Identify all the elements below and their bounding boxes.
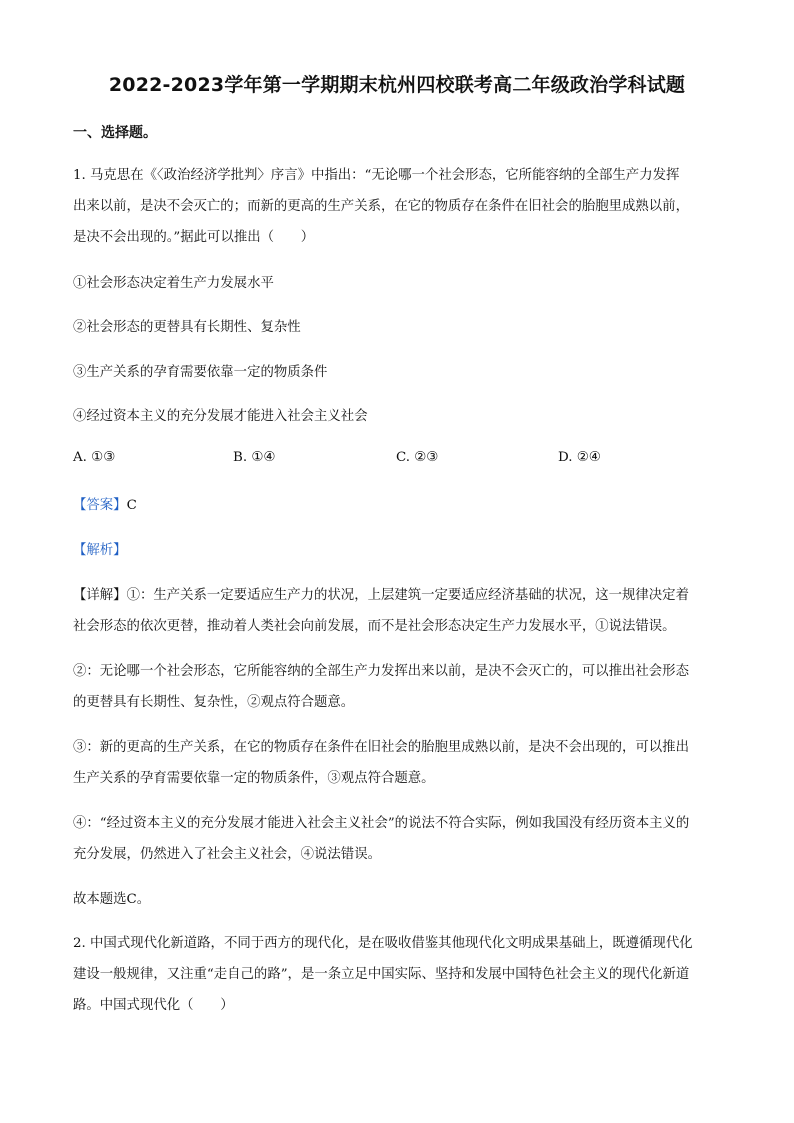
section-heading: 一、选择题。 xyxy=(73,125,157,141)
option-c: C. ②③ xyxy=(396,450,439,465)
question-2-stem-line: 建设一般规律，又注重“走自己的路”，是一条立足中国实际、坚持和发展中国特色社会主义的现代化新道 xyxy=(73,967,690,982)
statement-2: ②社会形态的更替具有长期性、复杂性 xyxy=(73,320,301,335)
question-1-stem-line: 出来以前，是决不会灭亡的；而新的更高的生产关系，在它的物质存在条件在旧社会的胎胞里成熟以前， xyxy=(73,199,689,214)
answer-value: C xyxy=(126,498,137,513)
question-1-stem-line: 1. 马克思在《〈政治经济学批判〉序言》中指出：“无论哪一个社会形态，它所能容纳的全部生产力发挥 xyxy=(73,168,680,183)
detail-paragraph-3 xyxy=(73,732,723,794)
option-a: A. ①③ xyxy=(73,450,116,465)
question-1-stem-line: 是决不会出现的。”据此可以推出（ ） xyxy=(73,230,315,245)
question-2-stem-line: 2. 中国式现代化新道路，不同于西方的现代化，是在吸收借鉴其他现代化文明成果基础上，既遵循现代化 xyxy=(73,936,693,951)
detail-line: 充分发展，仍然进入了社会主义社会，④说法错误。 xyxy=(73,847,381,862)
option-d: D. ②④ xyxy=(558,450,601,465)
analysis-tag: 【解析】 xyxy=(73,543,127,558)
question-1-stem xyxy=(73,160,723,253)
detail-line: 生产关系的孕育需要依靠一定的物质条件，③观点符合题意。 xyxy=(73,771,435,786)
answer-tag: 【答案】 xyxy=(73,498,127,513)
detail-line: ②：无论哪一个社会形态，它所能容纳的全部生产力发挥出来以前，是决不会灭亡的，可以推出社会形态 xyxy=(73,664,689,679)
exam-title: 2022-2023学年第一学期期末杭州四校联考高二年级政治学科试题 xyxy=(108,74,686,96)
question-2-stem-line: 路。中国式现代化（ ） xyxy=(73,998,234,1013)
detail-line: 的更替具有长期性、复杂性，②观点符合题意。 xyxy=(73,695,355,710)
analysis-line xyxy=(73,535,723,566)
detail-line: 社会形态的依次更替，推动着人类社会向前发展，而不是社会形态决定生产力发展水平，①说法错误。 xyxy=(73,619,676,634)
conclusion: 故本题选C。 xyxy=(73,892,151,907)
detail-text: ①：生产关系一定要适应生产力的状况，上层建筑一定要适应经济基础的状况，这一规律决定着 xyxy=(126,588,689,603)
detail-line: ③：新的更高的生产关系，在它的物质存在条件在旧社会的胎胞里成熟以前，是决不会出现的，可以推出 xyxy=(73,740,689,755)
detail-line xyxy=(73,580,723,611)
statement-4: ④经过资本主义的充分发展才能进入社会主义社会 xyxy=(73,409,368,424)
detail-paragraph-1 xyxy=(73,580,723,642)
question-2-stem xyxy=(73,928,723,1021)
detail-line: ④：“经过资本主义的充分发展才能进入社会主义社会”的说法不符合实际，例如我国没有经历资本主义的 xyxy=(73,816,690,831)
option-b: B. ①④ xyxy=(233,450,276,465)
answer-line xyxy=(73,490,723,521)
detail-tag: 【详解】 xyxy=(73,588,127,603)
detail-paragraph-2 xyxy=(73,656,723,718)
detail-paragraph-4 xyxy=(73,808,723,870)
statement-3: ③生产关系的孕育需要依靠一定的物质条件 xyxy=(73,365,328,380)
statement-1: ①社会形态决定着生产力发展水平 xyxy=(73,276,274,291)
